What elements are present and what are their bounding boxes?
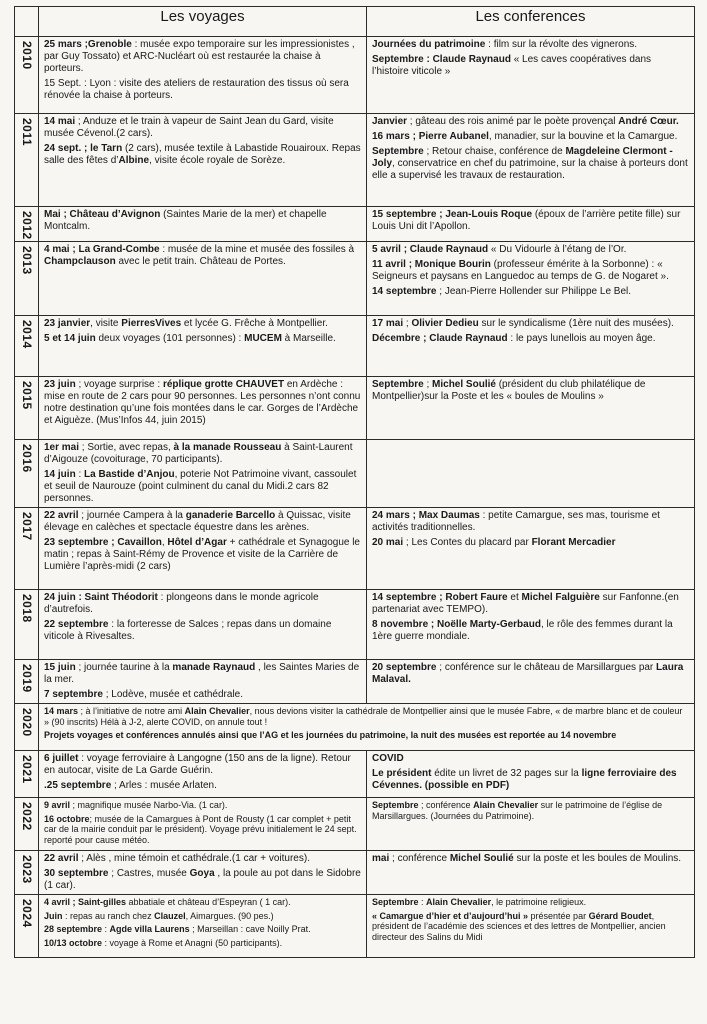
conferences-cell (367, 590, 695, 660)
voyage-entry (44, 469, 361, 505)
voyage-entry (44, 592, 361, 616)
entry-text: ; musée de la Camargues à Pont de Rousty (1 car complet + petit car de la mairie conduit par le président). Voyage prévu initialement le 24 sept. reporté pour cause météo. (44, 813, 357, 845)
voyage-entry (44, 318, 361, 330)
highlight-text: 14 mai (44, 116, 76, 127)
conferences-cell (367, 377, 695, 440)
conference-entry (372, 209, 689, 233)
voyage-entry (44, 510, 361, 534)
entry-text: ; voyage surprise : (75, 379, 163, 390)
entry-text: sur le patrimoine de l’église de Marsillargues. (Journées du Patrimoine). (372, 800, 663, 821)
entry-text: avec le petit train. Château de Portes. (115, 256, 286, 267)
year-cell (15, 377, 39, 440)
highlight-text: Alain Chevalier (184, 706, 250, 716)
conference-entry (372, 662, 689, 686)
voyage-entry (44, 780, 361, 792)
highlight-text: 14 septembre ; Robert Faure (372, 592, 508, 603)
highlight-text: Michel Falguière (521, 592, 600, 603)
entry-text: (2 cars), musée textile à Labastide Rouairoux. Repas salle des fêtes d’ (44, 143, 361, 166)
voyage-entry (44, 244, 361, 268)
conferences-cell (367, 242, 695, 316)
voyage-entry (44, 800, 361, 811)
entry-text: (Saintes Marie de la mer) et chapelle Montcalm. (44, 209, 327, 232)
entry-text: « Du Vidourle à l’étang de l’Or. (488, 244, 627, 255)
combined-cell (39, 704, 695, 751)
entry-text: + cathédrale et Synagogue le matin ; repas à Saint-Rémy de Provence et visite de la Carrière de Lumière l’après-midi (2 cars) (44, 537, 360, 572)
entry-text: ; à l’initiative de notre ami (78, 706, 185, 716)
year-label: 2024 (19, 899, 34, 928)
highlight-text: 4 mai ; La Grand-Combe (44, 244, 160, 255)
conference-entry (372, 619, 689, 643)
highlight-text: Michel Soulié (432, 379, 496, 390)
entry-text: , le patrimoine religieux. (491, 897, 587, 907)
entry-text: ; Anduze et le train à vapeur de Saint Jean du Gard, visite musée Cévenol.(2 cars). (44, 116, 334, 139)
entry-text: sur le syndicalisme (1ère nuit des musées). (478, 318, 674, 329)
highlight-text: .25 septembre (44, 780, 112, 791)
entry-text: ; journée taurine à la (75, 662, 173, 673)
year-cell (15, 704, 39, 751)
table-row (15, 114, 695, 207)
highlight-text: Janvier (372, 116, 408, 127)
highlight-text: 22 septembre (44, 619, 109, 630)
highlight-text: 6 juillet (44, 753, 79, 764)
highlight-text: 8 novembre ; Noëlle Marty-Gerbaud (372, 619, 541, 630)
table-row (15, 798, 695, 851)
year-cell (15, 798, 39, 851)
conferences-cell (367, 798, 695, 851)
year-cell (15, 895, 39, 958)
voyages-cell (39, 895, 367, 958)
highlight-text: Goya (189, 868, 215, 879)
table-row (15, 704, 695, 751)
voyage-entry (44, 116, 361, 140)
highlight-text: 14 septembre (372, 286, 437, 297)
voyage-entry (44, 924, 361, 935)
entry-text: ; Jean-Pierre Hollender sur Philippe Le Bel. (436, 286, 632, 297)
entry-text: : (102, 924, 110, 934)
highlight-text: 20 mai (372, 537, 404, 548)
conference-entry (372, 286, 689, 298)
voyages-cell (39, 440, 367, 508)
conferences-cell (367, 895, 695, 958)
table-row (15, 660, 695, 704)
highlight-text: 15 septembre ; Jean-Louis Roque (372, 209, 533, 220)
entry-text: , (161, 537, 168, 548)
entry-text: : repas au ranch chez (62, 910, 155, 921)
entry-text: : le pays lunellois au moyen âge. (507, 333, 656, 344)
voyages-cell (39, 114, 367, 207)
entry-text: , poterie Not Patrimoine vivant, cassoulet et seuil de Naurouze (point culminent du canal du Midi.2 cars 82 personnes. (44, 469, 357, 504)
entry-text: : voyage à Rome et Anagni (50 participants). (102, 937, 283, 948)
entry-text: en Ardèche : mise en route de 2 cars pour 90 personnes. Les personnes n’ont connu notre destination qu’une fois montées dans le car. Gorges de l’Ardèche et Aiguèze. (Mus’Infos 44, juin 2015) (44, 379, 361, 426)
year-label: 2018 (19, 594, 34, 623)
voyages-cell (39, 242, 367, 316)
highlight-text: Alain Chevalier (426, 897, 492, 907)
highlight-text: Hôtel d’Agar (167, 537, 227, 548)
highlight-text: 5 et 14 juin (44, 333, 96, 344)
voyage-entry (44, 897, 361, 908)
entry-text: ; Retour chaise, conférence de (423, 146, 566, 157)
entry-text: , président de l’académie des sciences et des lettres de Montpellier, ancien directeur des Salins du Midi (372, 910, 666, 942)
highlight-text: Décembre ; Claude Raynaud (372, 333, 508, 344)
year-column-header (15, 7, 39, 37)
highlight-text: Alain Chevalier (473, 800, 539, 810)
entry-text: : (75, 469, 85, 480)
conference-entry (372, 911, 689, 943)
conference-entry (372, 244, 689, 256)
entry-text: deux voyages (101 personnes) : (95, 333, 245, 344)
entry-text: , visite école royale de Sorèze. (149, 155, 286, 166)
voyage-entry (44, 689, 361, 701)
entry-text: ; magnifique musée Narbo-Via. (1 car). (70, 800, 228, 810)
highlight-text: 16 octobre (44, 813, 90, 824)
conferences-cell (367, 508, 695, 590)
highlight-text: 17 mai (372, 318, 404, 329)
voyage-entry (44, 814, 361, 846)
highlight-text: 9 avril (44, 800, 71, 810)
year-label: 2016 (19, 444, 34, 473)
voyage-entry (44, 753, 361, 777)
conference-entry (372, 146, 689, 182)
entry-text: : film sur la révolte des vignerons. (485, 39, 638, 50)
voyage-entry (44, 537, 361, 573)
voyage-entry (44, 853, 361, 865)
entry-text: et lycée G. Frêche à Montpellier. (181, 318, 328, 329)
voyages-cell (39, 851, 367, 895)
history-sheet (14, 6, 694, 958)
conferences-cell (367, 316, 695, 377)
highlight-text: Mai ; Château d’Avignon (44, 209, 161, 220)
highlight-text: manade Raynaud (172, 662, 256, 673)
entry-text: : petite Camargue, ses mas, tourisme et activités traditionnelles. (372, 510, 660, 533)
voyage-entry (44, 39, 361, 75)
highlight-text: 16 mars ; Pierre Aubanel (372, 131, 489, 142)
entry-text: ; conférence (389, 853, 450, 864)
table-row (15, 207, 695, 242)
conference-entry (372, 318, 689, 330)
highlight-text: Septembre (372, 897, 419, 907)
highlight-text: 15 juin (44, 662, 76, 673)
highlight-text: « Camargue d’hier et d’aujourd’hui » (372, 910, 529, 921)
year-cell (15, 37, 39, 114)
entry-text: ; (403, 318, 412, 329)
table-row (15, 508, 695, 590)
voyages-cell (39, 590, 367, 660)
entry-text: (président du club philatélique de Montpellier)sur la Poste et les « boules de Moulins » (372, 379, 646, 402)
highlight-text: MUCEM (244, 333, 282, 344)
highlight-text: Michel Soulié (449, 853, 514, 864)
highlight-text: André Cœur. (618, 116, 679, 127)
conferences-cell (367, 751, 695, 798)
highlight-text: ganaderie Barcello (185, 510, 276, 521)
year-cell (15, 851, 39, 895)
year-cell (15, 590, 39, 660)
year-label: 2012 (19, 211, 34, 240)
highlight-text: 22 avril (44, 853, 79, 864)
highlight-text: Olivier Dedieu (411, 318, 479, 329)
voyage-entry (44, 143, 361, 167)
conference-entry (372, 116, 689, 128)
highlight-text: Clauzel (154, 910, 186, 921)
table-row (15, 895, 695, 958)
highlight-text: Juin (44, 910, 63, 921)
voyages-cell (39, 207, 367, 242)
entry-text: présentée par (528, 910, 589, 921)
highlight-text: Albine (118, 155, 150, 166)
year-cell (15, 751, 39, 798)
highlight-text: Le président (372, 768, 432, 779)
table-row (15, 377, 695, 440)
entry-text: abbatiale et château d’Espeyran ( 1 car). (126, 897, 291, 907)
combined-entry (44, 730, 689, 741)
year-label: 2015 (19, 381, 34, 410)
highlight-text: 23 septembre ; Cavaillon (44, 537, 162, 548)
highlight-text: 20 septembre (372, 662, 437, 673)
highlight-text: 28 septembre (44, 924, 103, 934)
highlight-text: 25 mars ;Grenoble (44, 39, 132, 50)
table-row (15, 316, 695, 377)
voyages-cell (39, 508, 367, 590)
conferences-cell (367, 114, 695, 207)
highlight-text: 24 sept. ; le Tarn (44, 143, 123, 154)
year-cell (15, 207, 39, 242)
voyage-entry (44, 379, 361, 427)
year-cell (15, 508, 39, 590)
entry-text: , nous devions visiter la cathédrale de Montpellier ainsi que le musée Fabre, « de marbre blanc et de couleur » (90 inscrits) Hélà à J-2, alerte COVID, on annule tout ! (44, 706, 683, 727)
highlight-text: 5 avril ; Claude Raynaud (372, 244, 489, 255)
conference-entry (372, 510, 689, 534)
voyages-cell (39, 377, 367, 440)
highlight-text: Agde villa Laurens (109, 924, 190, 934)
header-row (15, 7, 695, 37)
entry-text: : voyage ferroviaire à Langogne (150 ans de la ligne). Retour en autocar, visite de La Garde Guérin. (44, 753, 351, 776)
highlight-text: 7 septembre (44, 689, 103, 700)
year-label: 2023 (19, 855, 34, 884)
highlight-text: Gérard Boudet (588, 910, 652, 921)
voyage-entry (44, 911, 361, 922)
highlight-text: Magdeleine Clermont -Joly (372, 146, 673, 169)
year-label: 2013 (19, 246, 34, 275)
table-row (15, 242, 695, 316)
highlight-text: COVID (372, 753, 404, 764)
entry-text: ; Castres, musée (108, 868, 190, 879)
highlight-text: 14 mars (44, 706, 79, 716)
year-label: 2019 (19, 664, 34, 693)
entry-text: , Aimargues. (90 pes.) (185, 910, 274, 921)
voyages-cell (39, 660, 367, 704)
conference-entry (372, 54, 689, 78)
entry-text: : musée de la mine et musée des fossiles à (159, 244, 355, 255)
highlight-text: 23 juin (44, 379, 76, 390)
table-row (15, 37, 695, 114)
year-label: 2021 (19, 755, 34, 784)
voyages-cell (39, 316, 367, 377)
entry-text: , la poule au pot dans le Sidobre (1 car). (44, 868, 361, 891)
entry-text: , les Saintes Maries de la mer. (44, 662, 360, 685)
voyage-entry (44, 938, 361, 949)
year-label: 2020 (19, 708, 34, 737)
highlight-text: 11 avril ; Monique Bourin (372, 259, 491, 270)
conferences-cell (367, 440, 695, 508)
entry-text: et (507, 592, 522, 603)
voyages-column-header: Les voyages (39, 7, 367, 37)
entry-text: , le rôle des femmes durant la 1ère guerre mondiale. (372, 619, 673, 642)
entry-text: ; (423, 379, 433, 390)
highlight-text: Florant Mercadier (531, 537, 616, 548)
year-cell (15, 440, 39, 508)
conference-entry (372, 39, 689, 51)
voyage-entry (44, 333, 361, 345)
voyage-entry (44, 209, 361, 233)
entry-text: ; gâteau des rois animé par le poète provençal (407, 116, 619, 127)
voyages-cell (39, 798, 367, 851)
table-row (15, 851, 695, 895)
highlight-text: 23 janvier (44, 318, 91, 329)
conference-entry (372, 897, 689, 908)
entry-text: ; Les Contes du placard par (403, 537, 532, 548)
highlight-text: Septembre (372, 379, 424, 390)
highlight-text: Projets voyages et conférences annulés ainsi que l’AG et les journées du patrimoine, la nuit des musées est reportée au 14 novembre (44, 730, 617, 740)
entry-text: à Quissac, visite élevage en calèches et spectacle équestre dans les arènes. (44, 510, 351, 533)
entry-text: ; Marseillan : cave Noilly Prat. (189, 924, 311, 934)
entry-text: (professeur émérite à la Sorbonne) : « Seigneurs et paysans en Languedoc au temps de G. de Nogaret ». (372, 259, 669, 282)
highlight-text: 30 septembre (44, 868, 109, 879)
entry-text: à Marseille. (281, 333, 336, 344)
year-label: 2011 (19, 118, 34, 147)
conferences-cell (367, 207, 695, 242)
voyage-entry (44, 442, 361, 466)
highlight-text: 24 juin : Saint Théodorit (44, 592, 158, 603)
year-label: 2010 (19, 41, 34, 70)
entry-text: ; journée Campera à la (78, 510, 186, 521)
conference-entry (372, 379, 689, 403)
year-cell (15, 316, 39, 377)
highlight-text: Septembre : (372, 54, 433, 65)
conference-entry (372, 592, 689, 616)
year-label: 2014 (19, 320, 34, 349)
highlight-text: 24 mars ; Max Daumas (372, 510, 480, 521)
table-row (15, 751, 695, 798)
highlight-text: 10/13 octobre (44, 937, 103, 948)
highlight-text: 4 avril ; Saint-gilles (44, 897, 127, 907)
conferences-column-header: Les conferences (367, 7, 695, 37)
entry-text: (époux de l’arrière petite fille) sur Louis Uni dit l’Apollon. (372, 209, 681, 232)
highlight-text: Claude Raynaud (432, 54, 511, 65)
highlight-text: à la manade Rousseau (173, 442, 282, 453)
voyage-entry (44, 662, 361, 686)
entry-text: sur la poste et les boules de Moulins. (513, 853, 682, 864)
highlight-text: Septembre (372, 146, 424, 157)
highlight-text: Laura Malaval. (372, 662, 684, 685)
entry-text: ; conférence sur le château de Marsillargues par (436, 662, 657, 673)
entry-text: , conservatrice en chef du patrimoine, sur la chaise à porteurs dont elle a supervisé les travaux de restauration. (372, 158, 688, 181)
voyages-cell (39, 751, 367, 798)
entry-text: , visite (90, 318, 122, 329)
entry-text: : musée expo temporaire sur les impressionistes , par Guy Tossato) et ARC-Nucléart où est restaurée la chaise à porteurs. (44, 39, 355, 74)
highlight-text: 22 avril (44, 510, 79, 521)
year-cell (15, 114, 39, 207)
conference-entry (372, 259, 689, 283)
conference-entry (372, 800, 689, 821)
highlight-text: ligne ferroviaire des Cévennes. (possible en PDF) (372, 768, 677, 791)
conference-entry (372, 853, 689, 865)
year-label: 2017 (19, 512, 34, 541)
voyage-entry (44, 868, 361, 892)
entry-text: : plongeons dans le monde agricole d’autrefois. (44, 592, 319, 615)
highlight-text: réplique grotte CHAUVET (162, 379, 285, 390)
entry-text: ; Sortie, avec repas, (79, 442, 174, 453)
conferences-cell (367, 37, 695, 114)
conference-entry (372, 753, 689, 765)
highlight-text: 1er mai (44, 442, 80, 453)
highlight-text: PierresVives (121, 318, 182, 329)
table-row (15, 590, 695, 660)
conferences-cell (367, 660, 695, 704)
voyage-entry (44, 619, 361, 643)
entry-text: à Saint-Laurent d’Aigouze (covoiturage, 70 participants). (44, 442, 353, 465)
highlight-text: La Bastide d’Anjou (84, 469, 175, 480)
year-cell (15, 660, 39, 704)
table-body (15, 37, 695, 958)
entry-text: ; Arles : musée Arlaten. (111, 780, 217, 791)
table-row (15, 440, 695, 508)
entry-text: édite un livret de 32 pages sur la (431, 768, 582, 779)
highlight-text: mai (372, 853, 390, 864)
conference-entry (372, 333, 689, 345)
conference-entry (372, 768, 689, 792)
entry-text: sur Fanfonne.(en partenariat avec TEMPO). (372, 592, 679, 615)
voyage-entry (44, 78, 361, 102)
highlight-text: Septembre (372, 800, 419, 810)
conference-entry (372, 537, 689, 549)
entry-text: : (418, 897, 427, 907)
conferences-cell (367, 851, 695, 895)
entry-text: , manadier, sur la bouvine et la Camargue. (488, 131, 678, 142)
entry-text: ; conférence (418, 800, 474, 810)
highlight-text: Champclauson (44, 256, 116, 267)
entry-text: 15 Sept. : Lyon : visite des ateliers de restauration des tissus où sera rénovée la chaise à porteurs. (44, 78, 349, 101)
conference-entry (372, 131, 689, 143)
entry-text: ; Lodève, musée et cathédrale. (102, 689, 244, 700)
combined-entry (44, 706, 689, 727)
entry-text: « Les caves coopératives dans l’histoire viticole » (372, 54, 652, 77)
highlight-text: 14 juin (44, 469, 76, 480)
entry-text: : la forteresse de Salces ; repas dans un domaine viticole à Rivesaltes. (44, 619, 332, 642)
voyages-cell (39, 37, 367, 114)
history-table (14, 6, 695, 958)
year-label: 2022 (19, 802, 34, 831)
entry-text: ; Alès , mine témoin et cathédrale.(1 car + voitures). (78, 853, 310, 864)
year-cell (15, 242, 39, 316)
highlight-text: Journées du patrimoine (372, 39, 486, 50)
